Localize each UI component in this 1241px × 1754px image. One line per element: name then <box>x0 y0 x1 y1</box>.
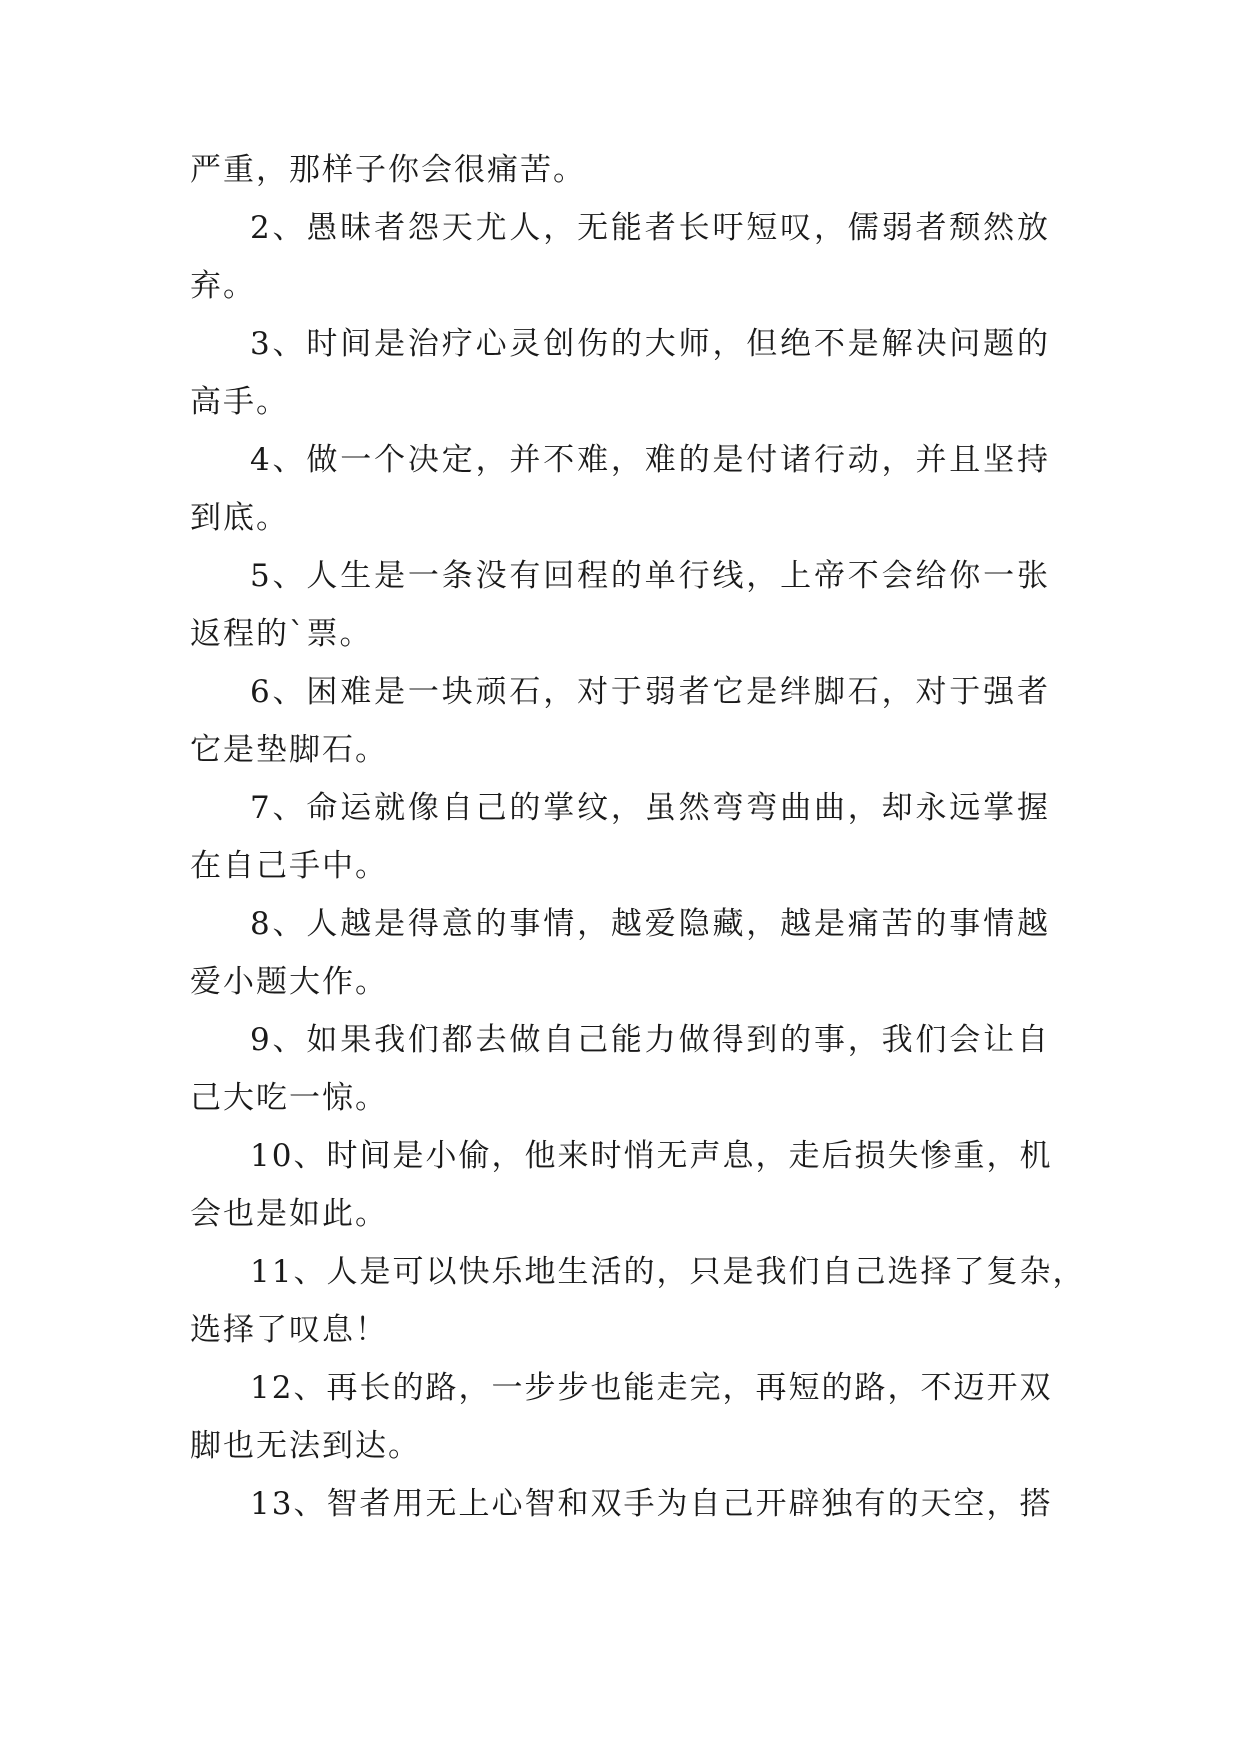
text-line: 返程的`票。 <box>190 616 373 652</box>
text-line: 在自己手中。 <box>190 848 388 884</box>
text-line: 己大吃一惊。 <box>190 1080 388 1116</box>
text-line: 到底。 <box>190 500 289 536</box>
text-line: 11、人是可以快乐地生活的，只是我们自己选择了复杂， <box>250 1254 1086 1290</box>
text-line: 高手。 <box>190 384 289 420</box>
text-line: 13、智者用无上心智和双手为自己开辟独有的天空，搭 <box>250 1486 1053 1522</box>
text-line: 8、人越是得意的事情，越爱隐藏，越是痛苦的事情越 <box>250 906 1050 942</box>
text-line: 7、命运就像自己的掌纹，虽然弯弯曲曲，却永远掌握 <box>250 790 1050 826</box>
text-line: 10、时间是小偷，他来时悄无声息，走后损失惨重，机 <box>250 1138 1053 1174</box>
text-line: 严重，那样子你会很痛苦。 <box>190 152 586 188</box>
text-line: 2、愚昧者怨天尤人，无能者长吁短叹，儒弱者颓然放 <box>250 210 1050 246</box>
text-line: 会也是如此。 <box>190 1196 388 1232</box>
text-line: 9、如果我们都去做自己能力做得到的事，我们会让自 <box>250 1022 1050 1058</box>
text-line: 脚也无法到达。 <box>190 1428 421 1464</box>
text-line: 它是垫脚石。 <box>190 732 388 768</box>
text-line: 5、人生是一条没有回程的单行线，上帝不会给你一张 <box>250 558 1050 594</box>
text-line: 4、做一个决定，并不难，难的是付诸行动，并且坚持 <box>250 442 1050 478</box>
text-line: 选择了叹息！ <box>190 1312 388 1348</box>
text-line: 弃。 <box>190 268 256 304</box>
text-line: 爱小题大作。 <box>190 964 388 1000</box>
text-line: 6、困难是一块顽石，对于弱者它是绊脚石，对于强者 <box>250 674 1050 710</box>
text-line: 3、时间是治疗心灵创伤的大师，但绝不是解决问题的 <box>250 326 1050 362</box>
text-line: 12、再长的路，一步步也能走完，再短的路，不迈开双 <box>250 1370 1053 1406</box>
